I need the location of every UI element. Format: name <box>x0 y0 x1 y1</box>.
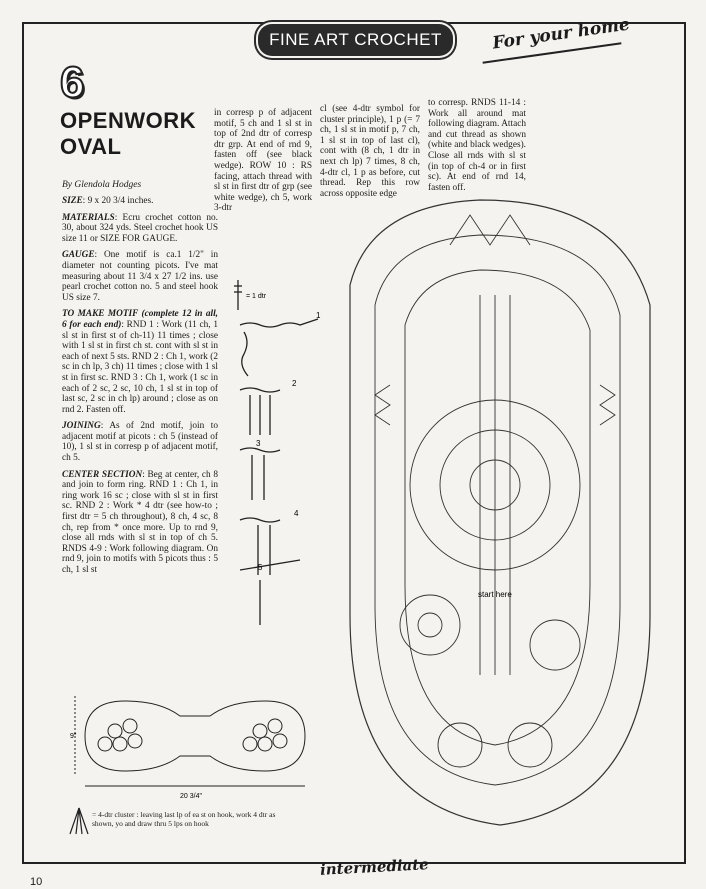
pattern-number: 6 <box>60 58 85 107</box>
step-label-1: 1 <box>316 311 321 320</box>
page-number: 10 <box>30 876 43 888</box>
layout-height-label: 9" <box>70 733 77 740</box>
to-make-text: : RND 1 : Work (11 ch, 1 sl st in first st of ch-11) 11 times ; close with 1 sl st in first ch st. cont with sl st in each of next 5 sts. RND 2 : Ch 1, work (2 sc in ch lp, 3 ch) 11 times ; close with 1 sl st in first sc. RND 3 : Ch 1, work (1 sc in each of 2 sc, 2 sc, 10 ch, 1 sl st in top of last sc, 2 sc in ch lp) around ; close as on rnd 2. Fasten off. <box>62 319 218 415</box>
materials-label: MATERIALS <box>62 212 115 223</box>
to-make-paragraph <box>62 309 218 415</box>
step-label-5: 5 <box>258 563 263 572</box>
cluster-legend: = 4-dtr cluster : leaving last lp of ea st on hook, work 4 dtr as shown, yo and draw thru 5 lps on hook <box>92 810 276 828</box>
crochet-chart-diagram <box>330 185 680 850</box>
gauge-paragraph <box>62 250 218 303</box>
cluster-symbol-icon <box>68 806 90 836</box>
byline: By Glendola Hodges <box>62 180 142 190</box>
skill-level-footer: intermediate <box>319 855 430 879</box>
tagline: For your home <box>491 14 632 54</box>
step-label-2: 2 <box>292 379 297 388</box>
joining-label: JOINING <box>62 421 101 432</box>
step-label-3: 3 <box>256 439 261 448</box>
layout-width-label: 20 3/4" <box>180 793 202 800</box>
layout-schematic <box>70 686 320 801</box>
size-text: : 9 x 20 3/4 inches. <box>82 196 154 206</box>
size-paragraph <box>62 196 218 207</box>
instructions-column-4: to corresp. RNDS 11-14 : Work all around mat following diagram. Attach and cut thread as shown (white and black wedges). Close all rnds with sl st (in top of ch-4 or in first sc). At end of rnd 14, fasten off. <box>428 98 526 193</box>
step-label-4: 4 <box>294 509 299 518</box>
joining-text: : As of 2nd motif, join to adjacent motif at picots : ch 5 (instead of 10), 1 sl st in corresp p of adjacent motif, ch 5. <box>62 421 218 464</box>
pattern-title <box>60 108 196 160</box>
section-banner: FINE ART CROCHET <box>258 24 453 56</box>
gauge-label: GAUGE <box>62 250 95 261</box>
start-here-label: start here <box>478 590 512 599</box>
center-text: : Beg at center, ch 8 and join to form ring. RND 1 : Ch 1, in ring work 16 sc ; close with sl st in first sc. RND 2 : Work * 4 dtr (see how-to ; first dtr = 5 ch throughout), 8 ch, 4 sc, 8 ch, rep from * once more. Up to rnd 9, close all rnds with sl st in top of ch 5. RNDS 4-9 : Work following diagram. On rnd 9, join to motifs with 5 picots thus : 5 ch, 1 sl st <box>62 469 218 575</box>
to-make-label: TO MAKE MOTIF (complete 12 in all, 6 for each end) <box>62 309 218 330</box>
instructions-column-1 <box>62 196 218 582</box>
stitch-howto-illustration <box>230 270 325 630</box>
joining-paragraph <box>62 421 218 463</box>
title-line-1: OPENWORK <box>60 108 196 133</box>
materials-paragraph <box>62 213 218 245</box>
size-label: SIZE <box>62 196 83 206</box>
instructions-column-2: in corresp p of adjacent motif, 5 ch and 1 sl st in top of 2nd dtr of corresp dtr grp. At end of rnd 9, fasten off (see black wedge). ROW 10 : RS facing, attach thread with sl st in first dtr of grp (see white wedge), ch 5, work 3-dtr <box>214 108 312 214</box>
gauge-text: : One motif is ca.1 1/2" in diameter not counting picots. I've mat measuring about 11 3/4 x 27 1/2 ins. use pearl crochet cotton no. 5 and steel hook US size 7. <box>62 250 218 303</box>
center-label: CENTER SECTION <box>62 469 143 480</box>
title-line-2: OVAL <box>60 134 122 159</box>
dtr-legend-label: = 1 dtr <box>246 293 267 300</box>
materials-text: : Ecru crochet cotton no. 30, about 324 yds. Steel crochet hook US size 11 or SIZE FOR GAUGE. <box>62 212 218 244</box>
center-paragraph <box>62 470 218 576</box>
instructions-column-3: cl (see 4-dtr symbol for cluster principle), 1 p (= 7 ch, 1 sl st in motif p, 7 ch, 1 sl st in top of last cl), cont with (8 ch, 1 dtr in next ch lp) 7 times, 8 ch, 4-dtr cl, 1 p as before, cut thread. Rep this row across opposite edge <box>320 104 420 199</box>
